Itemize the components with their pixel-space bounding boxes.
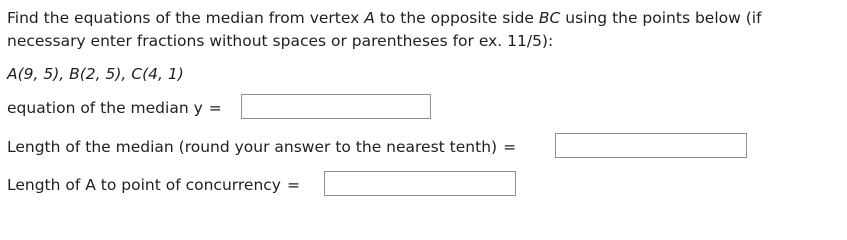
concurrency-length-row (7, 175, 300, 195)
concurrency-length-input[interactable] (324, 171, 516, 196)
question-text-line-1 (7, 8, 762, 28)
points-text: A(9, 5), B(2, 5), C(4, 1) (7, 65, 184, 83)
median-length-input[interactable] (555, 133, 747, 158)
side-bc-label: BC (538, 9, 561, 27)
median-equation-input[interactable] (241, 94, 431, 119)
median-equation-label: equation of the median y (7, 99, 203, 117)
concurrency-length-label: Length of A to point of concurrency (7, 176, 281, 194)
question-text-part: to the opposite side (374, 9, 539, 27)
median-length-label: Length of the median (round your answer to the nearest tenth) (7, 138, 498, 156)
equals-sign: = (286, 176, 300, 194)
question-text-line-2: necessary enter fractions without spaces or parentheses for ex. 11/5): (7, 32, 554, 50)
vertex-a-label: A (364, 9, 375, 27)
question-text-part: using the points below (if (560, 9, 762, 27)
median-equation-row (7, 98, 222, 118)
question-text-part: Find the equations of the median from vertex (7, 9, 365, 27)
equals-sign: = (208, 99, 222, 117)
median-length-row (7, 137, 516, 157)
equals-sign: = (503, 138, 517, 156)
